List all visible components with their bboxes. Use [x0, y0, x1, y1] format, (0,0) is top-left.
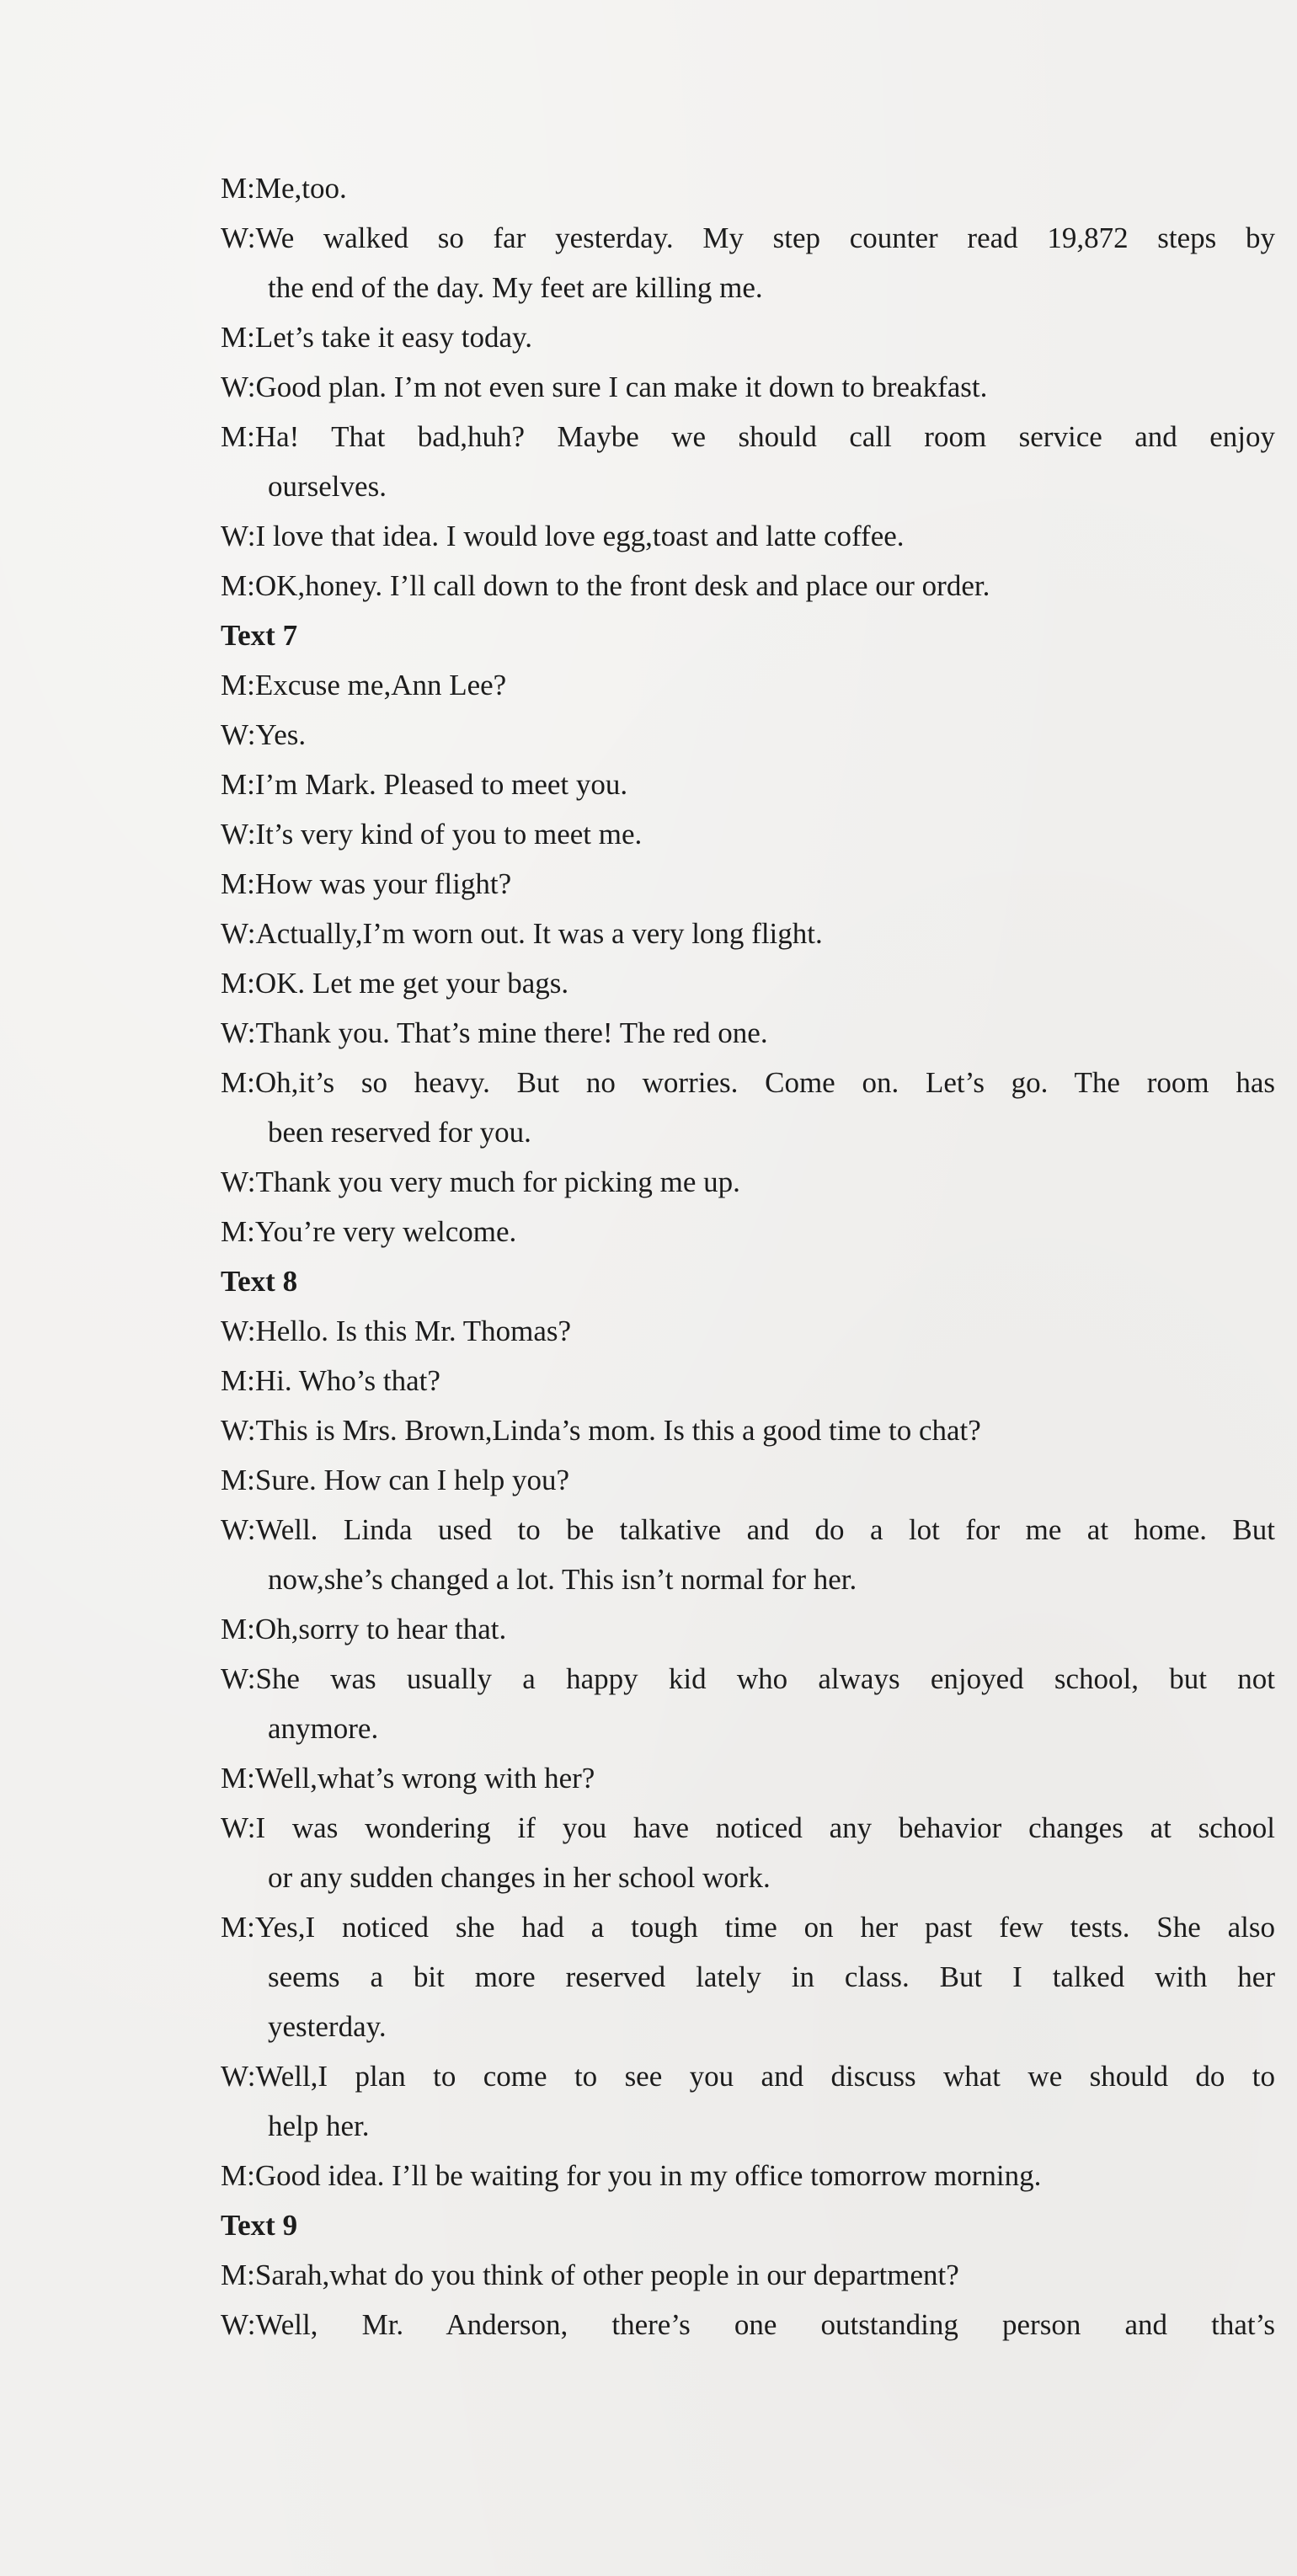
utterance-text: Well,what’s wrong with her? — [254, 1762, 595, 1795]
dialogue-line — [221, 1058, 1275, 1107]
dialogue-continuation — [221, 1952, 1275, 2002]
dialogue-line — [221, 1753, 1275, 1803]
speaker-label: W: — [221, 2060, 256, 2093]
speaker-label: M: — [221, 1911, 255, 1944]
utterance-text: Excuse me,Ann Lee? — [254, 669, 507, 701]
utterance-text: Ha! That bad,huh? Maybe we should call room service and enjoy — [254, 420, 1275, 453]
section-heading: Text 9 — [221, 2209, 298, 2242]
speaker-label: M: — [221, 1364, 255, 1397]
utterance-text: Sarah,what do you think of other people in our department? — [254, 2259, 959, 2291]
utterance-text: Well,I plan to come to see you and discuss what we should do to — [255, 2060, 1275, 2093]
dialogue-continuation — [221, 263, 1275, 312]
utterance-text: She was usually a happy kid who always enjoyed school, but not — [255, 1662, 1275, 1695]
speaker-label: M: — [221, 967, 255, 1000]
dialogue-line — [221, 163, 1275, 213]
dialogue-continuation — [221, 1107, 1275, 1157]
speaker-label: W: — [221, 1662, 256, 1695]
dialogue-line — [221, 1604, 1275, 1654]
dialogue-line — [221, 2151, 1275, 2200]
dialogue-line — [221, 1207, 1275, 1256]
speaker-label: W: — [221, 818, 256, 851]
dialogue-line — [221, 660, 1275, 710]
utterance-text: anymore. — [268, 1712, 379, 1745]
speaker-label: M: — [221, 172, 255, 205]
utterance-text: OK,honey. I’ll call down to the front desk and place our order. — [254, 569, 990, 602]
dialogue-line — [221, 312, 1275, 362]
dialogue-continuation — [221, 1853, 1275, 1902]
speaker-label: W: — [221, 221, 256, 254]
speaker-label: M: — [221, 420, 255, 453]
dialogue-line — [221, 859, 1275, 909]
dialogue-transcript — [221, 163, 1275, 2349]
utterance-text: yesterday. — [268, 2010, 387, 2043]
dialogue-continuation — [221, 2101, 1275, 2151]
dialogue-line — [221, 2300, 1275, 2349]
utterance-text: Hello. Is this Mr. Thomas? — [255, 1315, 572, 1347]
dialogue-line — [221, 561, 1275, 611]
utterance-text: Me,too. — [254, 172, 347, 205]
section-heading: Text 7 — [221, 619, 298, 652]
dialogue-continuation — [221, 2002, 1275, 2051]
dialogue-line — [221, 412, 1275, 461]
dialogue-line — [221, 1902, 1275, 1952]
utterance-text: Hi. Who’s that? — [254, 1364, 440, 1397]
dialogue-line — [221, 362, 1275, 412]
dialogue-continuation — [221, 461, 1275, 511]
utterance-text: You’re very welcome. — [254, 1215, 517, 1248]
utterance-text: Yes,I noticed she had a tough time on her past few tests. She also — [254, 1911, 1275, 1944]
speaker-label: M: — [221, 2159, 255, 2192]
utterance-text: How was your flight? — [254, 867, 512, 900]
dialogue-line — [221, 909, 1275, 958]
utterance-text: This is Mrs. Brown,Linda’s mom. Is this a good time to chat? — [255, 1414, 981, 1447]
speaker-label: M: — [221, 1215, 255, 1248]
utterance-text: I love that idea. I would love egg,toast and latte coffee. — [255, 520, 905, 552]
dialogue-line — [221, 213, 1275, 263]
dialogue-continuation — [221, 1704, 1275, 1753]
speaker-label: M: — [221, 1066, 255, 1099]
utterance-text: Let’s take it easy today. — [254, 321, 533, 354]
dialogue-line — [221, 1356, 1275, 1405]
dialogue-line — [221, 710, 1275, 760]
utterance-text: Good idea. I’ll be waiting for you in my office tomorrow morning. — [254, 2159, 1042, 2192]
utterance-text: Yes. — [255, 718, 307, 751]
utterance-text: I’m Mark. Pleased to meet you. — [254, 768, 628, 801]
speaker-label: M: — [221, 867, 255, 900]
speaker-label: W: — [221, 1811, 256, 1844]
speaker-label: W: — [221, 1016, 256, 1049]
speaker-label: W: — [221, 1315, 256, 1347]
speaker-label: M: — [221, 1613, 255, 1645]
speaker-label: W: — [221, 2308, 256, 2341]
speaker-label: M: — [221, 768, 255, 801]
speaker-label: M: — [221, 569, 255, 602]
utterance-text: Thank you very much for picking me up. — [255, 1165, 740, 1198]
dialogue-line — [221, 1306, 1275, 1356]
utterance-text: Oh,it’s so heavy. But no worries. Come on. Let’s go. The room has — [254, 1066, 1275, 1099]
dialogue-line — [221, 1008, 1275, 1058]
dialogue-line — [221, 809, 1275, 859]
speaker-label: M: — [221, 1762, 255, 1795]
dialogue-line — [221, 1654, 1275, 1704]
speaker-label: W: — [221, 718, 256, 751]
section-heading: Text 8 — [221, 1265, 298, 1298]
utterance-text: We walked so far yesterday. My step counter read 19,872 steps by — [255, 221, 1275, 254]
utterance-text: Well, Mr. Anderson, there’s one outstanding person and that’s — [255, 2308, 1275, 2341]
speaker-label: W: — [221, 371, 256, 403]
dialogue-line — [221, 1405, 1275, 1455]
dialogue-line — [221, 2250, 1275, 2300]
utterance-text: OK. Let me get your bags. — [254, 967, 569, 1000]
dialogue-line — [221, 1157, 1275, 1207]
speaker-label: M: — [221, 2259, 255, 2291]
utterance-text: or any sudden changes in her school work. — [268, 1861, 771, 1894]
dialogue-line — [221, 1505, 1275, 1555]
utterance-text: help her. — [268, 2109, 370, 2142]
utterance-text: Well. Linda used to be talkative and do a lot for me at home. But — [255, 1513, 1275, 1546]
speaker-label: W: — [221, 1513, 256, 1546]
utterance-text: been reserved for you. — [268, 1116, 531, 1149]
speaker-label: W: — [221, 520, 256, 552]
dialogue-line — [221, 958, 1275, 1008]
dialogue-line — [221, 511, 1275, 561]
speaker-label: W: — [221, 1165, 256, 1198]
dialogue-line — [221, 2051, 1275, 2101]
speaker-label: W: — [221, 1414, 256, 1447]
dialogue-line — [221, 1803, 1275, 1853]
utterance-text: Good plan. I’m not even sure I can make it down to breakfast. — [255, 371, 988, 403]
dialogue-line — [221, 760, 1275, 809]
utterance-text: Thank you. That’s mine there! The red one. — [255, 1016, 768, 1049]
dialogue-continuation — [221, 1555, 1275, 1604]
dialogue-line — [221, 1455, 1275, 1505]
utterance-text: I was wondering if you have noticed any behavior changes at school — [255, 1811, 1275, 1844]
speaker-label: W: — [221, 917, 256, 950]
utterance-text: Actually,I’m worn out. It was a very long flight. — [255, 917, 823, 950]
utterance-text: seems a bit more reserved lately in class. But I talked with her — [268, 1960, 1275, 1993]
utterance-text: ourselves. — [268, 470, 387, 503]
utterance-text: the end of the day. My feet are killing me. — [268, 271, 763, 304]
speaker-label: M: — [221, 1464, 255, 1496]
utterance-text: Sure. How can I help you? — [254, 1464, 570, 1496]
speaker-label: M: — [221, 669, 255, 701]
utterance-text: now,she’s changed a lot. This isn’t normal for her. — [268, 1563, 857, 1596]
utterance-text: Oh,sorry to hear that. — [254, 1613, 507, 1645]
utterance-text: It’s very kind of you to meet me. — [255, 818, 643, 851]
speaker-label: M: — [221, 321, 255, 354]
